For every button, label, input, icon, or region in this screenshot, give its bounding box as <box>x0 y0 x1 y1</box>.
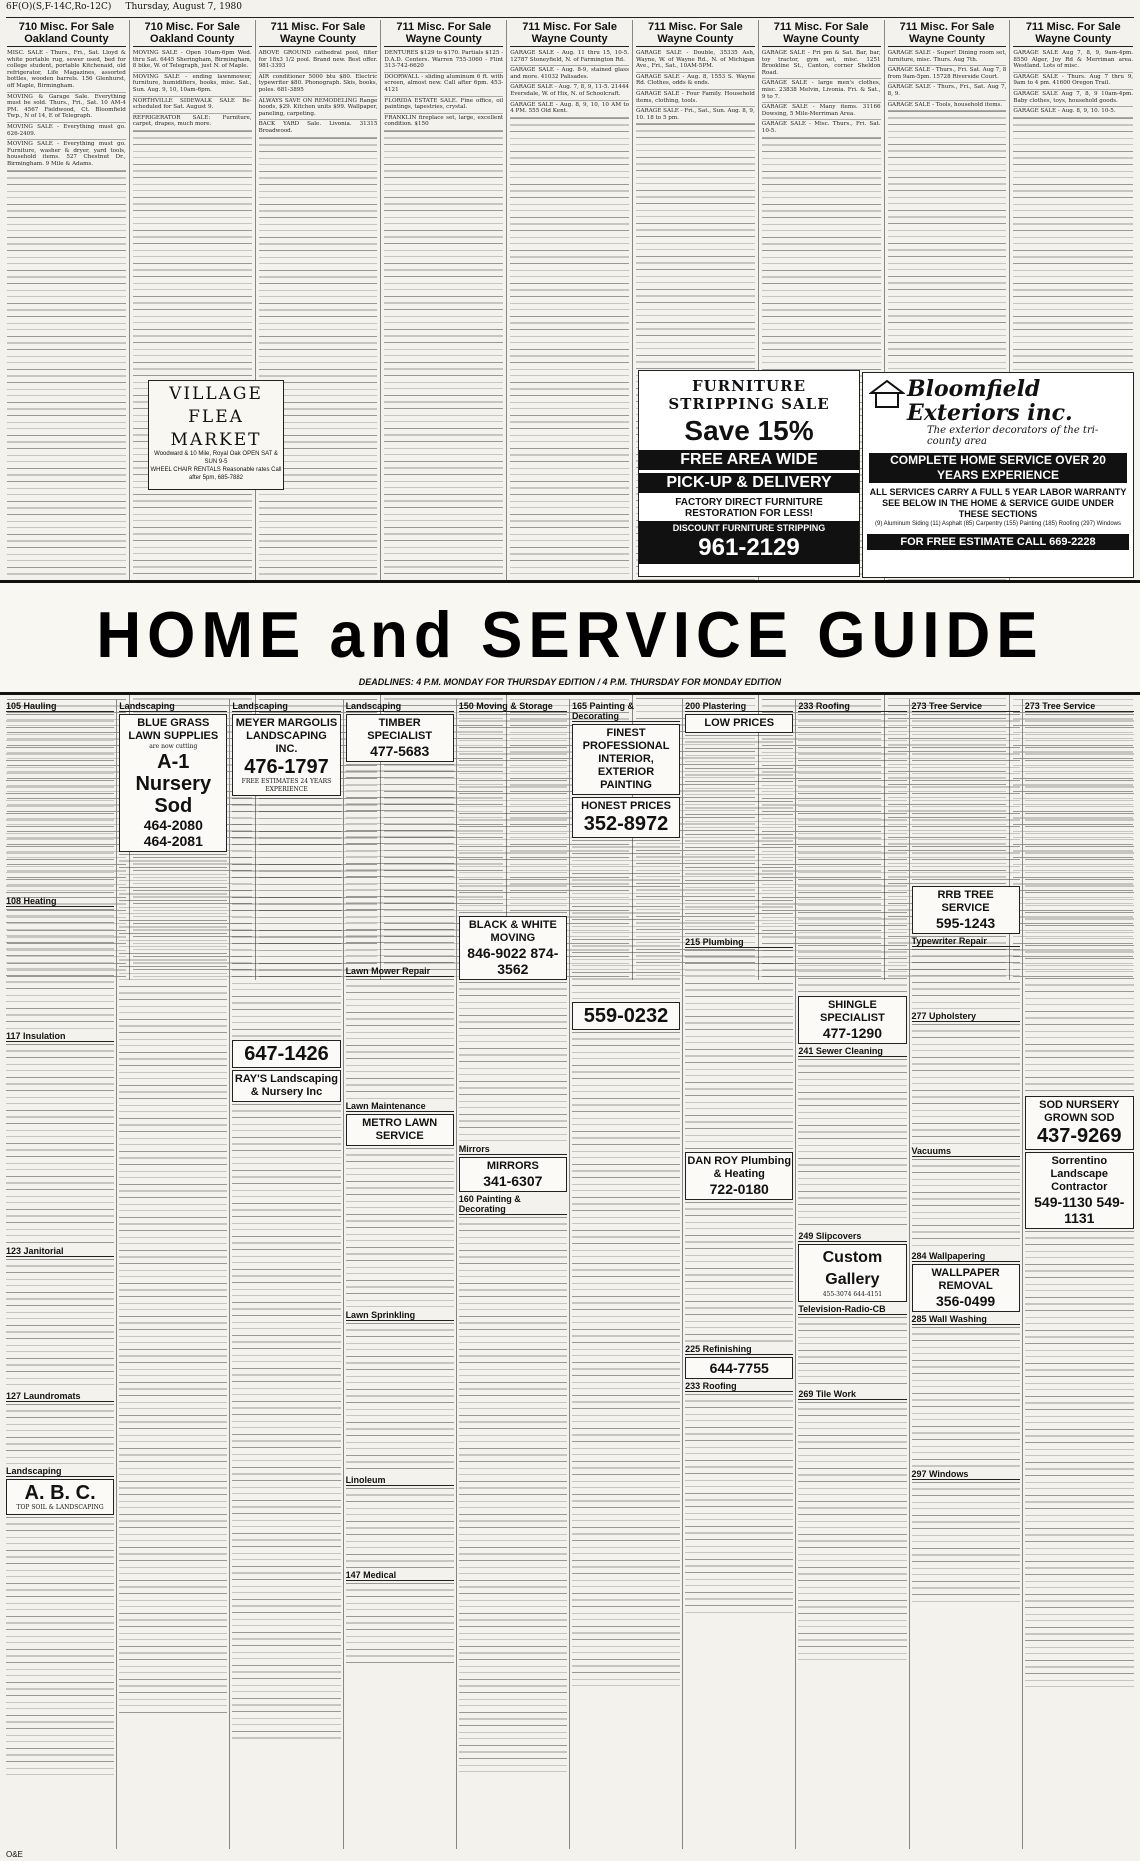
furniture-phone <box>639 521 859 564</box>
text-filler <box>459 982 567 1142</box>
section-heading: Landscaping <box>119 701 227 712</box>
service-column <box>4 699 117 1849</box>
display-ad <box>459 916 567 980</box>
classified-ad: BACK YARD Sale. Livonia. 31315 Broadwood. <box>259 120 378 137</box>
ad-name: BLACK & WHITE MOVING <box>468 919 557 944</box>
classified-ad: GARAGE SALE - Many items. 31166 Dowsing, 5 Mile-Merriman Area. <box>762 103 881 120</box>
furniture-save: Save 15% <box>684 415 814 446</box>
text-filler <box>685 735 793 935</box>
text-filler <box>346 979 454 1099</box>
ad-phone: 464-2080 <box>143 816 203 833</box>
display-ad <box>346 1114 454 1146</box>
ad-sub: MIRRORS <box>486 1160 539 1172</box>
ad-phone: 722-0180 <box>709 1181 769 1197</box>
section-heading: Vacuums <box>912 1146 1020 1157</box>
section-heading: 147 Medical <box>346 1570 454 1581</box>
ad-name: TIMBER SPECIALIST <box>367 717 433 742</box>
service-guide-columns <box>4 699 1136 1849</box>
column-heading: 711 Misc. For Sale Wayne County <box>510 20 629 47</box>
section-heading: 285 Wall Washing <box>912 1314 1020 1325</box>
flea-market-ad <box>148 380 284 490</box>
ad-sub: LOW PRICES <box>704 717 775 729</box>
text-filler <box>572 840 680 1000</box>
ad-phone: 477-1290 <box>822 1025 882 1041</box>
classified-ad: GARAGE SALE - Aug. 11 thru 15, 10-5. 12787 Stoneyfield, N. of Farmington Rd. <box>510 49 629 66</box>
furniture-phone-number: 961-2129 <box>698 534 800 561</box>
ad-sub: FREE ESTIMATES 24 YEARS EXPERIENCE <box>241 778 332 793</box>
classified-ad: GARAGE SALE - Thurs. Aug 7 thru 9, 9am to 4 pm. 41600 Oregon Trail. <box>1013 73 1133 90</box>
section-heading: 241 Sewer Cleaning <box>798 1046 906 1057</box>
section-heading: 105 Hauling <box>6 701 114 712</box>
text-filler <box>346 1583 454 1663</box>
page-footer: O&E <box>6 1850 23 1859</box>
display-ad <box>346 714 454 762</box>
section-heading: 233 Roofing <box>798 701 906 712</box>
service-column <box>117 699 230 1849</box>
ad-name: DAN ROY Plumbing & Heating <box>687 1155 792 1180</box>
section-heading: 225 Refinishing <box>685 1344 793 1355</box>
section-heading: 150 Moving & Storage <box>459 701 567 712</box>
bloomfield-estimate: FOR FREE ESTIMATE CALL 669-2228 <box>867 534 1129 550</box>
classified-ad: NORTHVILLE SIDEWALK SALE Be-scheduled for Sat. August 9. <box>133 97 252 114</box>
ad-phone: 455-3074 644-4151 <box>822 1291 883 1298</box>
display-ad <box>572 1002 680 1030</box>
classified-ad: DENTURES $129 to $170. Partials $125 - D.A.D. Centers. Warren 755-3060 - Flint 313-742-6620 <box>384 49 503 73</box>
guide-deadlines: DEADLINES: 4 P.M. MONDAY FOR THURSDAY EDITION / 4 P.M. THURSDAY FOR MONDAY EDITION <box>358 677 782 687</box>
section-heading: 277 Upholstery <box>912 1011 1020 1022</box>
display-ad <box>232 1040 340 1068</box>
ad-phone: 595-1243 <box>936 915 996 931</box>
page-folio <box>6 2 1134 18</box>
folio-date: Thursday, August 7, 1980 <box>125 2 242 12</box>
section-heading: 233 Roofing <box>685 1381 793 1392</box>
display-ad <box>798 1244 906 1302</box>
ad-name: A. B. C. <box>24 1482 96 1504</box>
ad-sub: HONEST PRICES <box>581 800 671 812</box>
section-heading: Lawn Mower Repair <box>346 966 454 977</box>
classified-ad: GARAGE SALE - Aug. 8-9, stained glass and more. 41032 Palisades. <box>510 66 629 83</box>
column-heading: 710 Misc. For Sale Oakland County <box>133 20 252 47</box>
text-filler <box>685 950 793 1150</box>
ad-sub: METRO LAWN SERVICE <box>362 1117 438 1142</box>
text-filler <box>232 798 340 1038</box>
bloomfield-line-1: ALL SERVICES CARRY A FULL 5 YEAR LABOR WARRANTY <box>869 487 1127 497</box>
display-ad <box>6 1479 114 1515</box>
text-filler <box>798 1317 906 1387</box>
section-heading: 165 Painting & Decorating <box>572 701 680 722</box>
ad-phone: 846-9022 874-3562 <box>467 945 559 977</box>
display-ad <box>912 1264 1020 1312</box>
text-filler <box>232 1104 340 1744</box>
section-heading: Landscaping <box>6 1466 114 1477</box>
column-heading: 711 Misc. For Sale Wayne County <box>636 20 755 47</box>
classified-ad: GARAGE SALE - Tools, household items. <box>888 101 1007 112</box>
bloomfield-name: Bloomfield <box>907 376 1041 402</box>
section-heading: 284 Wallpapering <box>912 1251 1020 1262</box>
text-filler <box>6 1259 114 1389</box>
text-filler <box>912 1024 1020 1144</box>
bloomfield-sections: (9) Aluminum Siding (11) Asphalt (85) Carpentry (155) Painting (185) Roofing (297) Windows <box>874 521 1121 527</box>
section-heading: Linoleum <box>346 1475 454 1486</box>
ad-phone: 476-1797 <box>244 756 329 778</box>
ad-sub: WALLPAPER REMOVAL <box>931 1267 1000 1292</box>
flea-note: WHEEL CHAIR RENTALS Reasonable rates Call after 5pm, 685-7882 <box>150 467 282 481</box>
service-column <box>457 699 570 1849</box>
text-filler <box>572 1032 680 1692</box>
classified-ad: GARAGE SALE Aug 7, 8, 9 10am-4pm. Baby clothes, toys, household goods. <box>1013 90 1133 107</box>
bloomfield-name-2: Exteriors inc. <box>907 400 1073 426</box>
bloomfield-tag: The exterior decorators of the tri-county area <box>927 425 1099 447</box>
service-column <box>570 699 683 1849</box>
text-filler <box>6 1517 114 1777</box>
service-column <box>910 699 1023 1849</box>
classified-ad: MOVING & Garage Sale. Everything must be sold. Thurs., Fri., Sat. 10 AM-4 PM. 4567 Fieldwood, Ct. Bloomfield Twp., N of 14, E of Telegraph. <box>7 93 126 123</box>
text-filler <box>1025 1231 1134 1691</box>
home-service-guide-banner <box>0 580 1140 695</box>
column-heading: 711 Misc. For Sale Wayne County <box>888 20 1007 47</box>
ad-phone: 352-8972 <box>583 813 669 835</box>
section-heading: Television-Radio-CB <box>798 1304 906 1315</box>
ad-sub: TOP SOIL & LANDSCAPING <box>16 1504 104 1511</box>
ad-name: MEYER MARGOLIS LANDSCAPING INC. <box>235 717 338 755</box>
ad-name: SHINGLE SPECIALIST <box>820 999 885 1024</box>
section-heading: 127 Laundromats <box>6 1391 114 1402</box>
text-filler <box>346 764 454 964</box>
flea-title-2: FLEA <box>188 407 244 427</box>
text-filler <box>459 1217 567 1777</box>
classified-ad: GARAGE SALE - Super! Dining room set, furniture, misc. Thurs. Aug 7th. <box>888 49 1007 66</box>
ad-phone: 549-1130 549-1131 <box>1034 1194 1125 1226</box>
ad-phone: 356-0499 <box>936 1293 996 1309</box>
display-ad <box>232 714 340 796</box>
text-filler <box>912 949 1020 1009</box>
classified-ad: GARAGE SALE - large men's clothes, misc. 23838 Melvin, Livonia. Fri. & Sat., 9 to 7. <box>762 79 881 103</box>
ad-sub: Custom Gallery <box>822 1249 883 1288</box>
classified-ad: FRANKLIN fireplace set, large, excellent condition. $150 <box>384 114 503 131</box>
furniture-title: FURNITURE STRIPPING SALE <box>668 377 830 413</box>
classified-ad: GARAGE SALE - Misc. Thurs., Fri. Sat. 10-5. <box>762 120 881 137</box>
column-heading: 710 Misc. For Sale Oakland County <box>7 20 126 47</box>
text-filler <box>912 714 1020 884</box>
classified-ad: GARAGE SALE - Fri., Sat., Sun. Aug. 8, 9, 10. 18 to 5 pm. <box>636 107 755 124</box>
text-filler <box>346 1323 454 1473</box>
text-filler <box>6 909 114 1029</box>
text-filler <box>685 1394 793 1614</box>
display-ad <box>798 996 906 1044</box>
ad-phone: 341-6307 <box>483 1173 543 1189</box>
classified-ad: DOORWALL - sliding aluminum 6 ft. with screen, almost new. Call after 6pm. 453-4121 <box>384 73 503 97</box>
text-filler <box>459 714 567 914</box>
classified-ad: REFRIGERATOR SALE: Furniture, carpet, drapes, much more. <box>133 114 252 131</box>
service-column <box>344 699 457 1849</box>
classified-ad: GARAGE SALE - Aug. 8, 9, 10, 10 AM to 4 PM. 555 Old Kent. <box>510 101 629 118</box>
section-heading: 249 Slipcovers <box>798 1231 906 1242</box>
column-heading: 711 Misc. For Sale Wayne County <box>259 20 378 47</box>
classified-ad: MOVING SALE - Everything must go. Furniture, washer & dryer, yard tools, household items. 527 Chestnut Dr., Birmingham. 9 Mile & Adams. <box>7 140 126 170</box>
bloomfield-banner: COMPLETE HOME SERVICE OVER 20 YEARS EXPERIENCE <box>869 453 1127 483</box>
ad-name: RRB TREE SERVICE <box>937 889 994 914</box>
classified-ad: AIR conditioner 5000 btu $80. Electric typewriter $80. Phonograph. Skis, books, poles. 681-3895 <box>259 73 378 97</box>
section-heading: 297 Windows <box>912 1469 1020 1480</box>
text-filler <box>798 1402 906 1662</box>
bloomfield-exteriors-ad <box>862 372 1134 578</box>
classified-ad: ALWAYS SAVE ON REMODELING Range hoods, $29. Kitchen units $99. Wallpaper, paneling, carpeting. <box>259 97 378 121</box>
display-ad <box>912 886 1020 934</box>
classified-ad: GARAGE SALE - Four Family. Household items, clothing, tools. <box>636 90 755 107</box>
classified-ad: ABOVE GROUND cathedral pool, filter for 18x3 1/2 pool. Brand new. Best offer. 981-3393 <box>259 49 378 73</box>
classified-ad: MOVING SALE - Everything must go. 626-2409. <box>7 123 126 140</box>
service-column <box>1023 699 1136 1849</box>
ad-sub: are now cutting <box>149 743 198 750</box>
section-heading: 108 Heating <box>6 896 114 907</box>
column-heading: 711 Misc. For Sale Wayne County <box>384 20 503 47</box>
display-ad <box>685 714 793 733</box>
display-ad <box>685 1152 793 1200</box>
furniture-stripping-ad <box>638 370 860 577</box>
flea-title-3: MARKET <box>170 430 262 450</box>
display-ad <box>572 797 680 838</box>
classified-ad: GARAGE SALE - Fri pm & Sat. Bar, bar, toy tractor, gym set, misc. 1251 Brookline St., Canton, corner Sheldon Road. <box>762 49 881 79</box>
ad-name: RAY'S Landscaping & Nursery Inc <box>234 1073 338 1098</box>
classified-ad: GARAGE SALE - Aug. 8, 1553 S. Wayne Rd. Clothes, odds & ends. <box>636 73 755 90</box>
ad-name: BLUE GRASS LAWN SUPPLIES <box>128 717 219 742</box>
section-heading: Lawn Maintenance <box>346 1101 454 1112</box>
classified-ad: GARAGE SALE - Thurs., Fri., Sat. Aug 7, 8, 9. <box>888 83 1007 100</box>
classified-ad: MISC. SALE - Thurs., Fri., Sat. Lloyd & white portable rug, sewer used, bed for college student, portable Kitchenaid, old refrigerator, Life Magazines, assorted bottles, wooden barrels. 156 Glenhurst, off Maple, Birmingham. <box>7 49 126 93</box>
ad-phone: 644-7755 <box>709 1360 769 1376</box>
furniture-line: FACTORY DIRECT FURNITURE RESTORATION FOR LESS! <box>675 497 823 519</box>
flea-title-1: VILLAGE <box>169 384 263 404</box>
text-filler <box>346 1488 454 1568</box>
display-ad <box>1025 1096 1134 1150</box>
section-heading: Landscaping <box>346 701 454 712</box>
section-heading: 123 Janitorial <box>6 1246 114 1257</box>
classified-ad: FLORIDA ESTATE SALE. Fine office, oil paintings, tapestries, crystal. <box>384 97 503 114</box>
column-heading: 711 Misc. For Sale Wayne County <box>1013 20 1133 47</box>
service-column <box>796 699 909 1849</box>
section-heading: 273 Tree Service <box>1025 701 1134 712</box>
ad-phone: 437-9269 <box>1037 1125 1122 1147</box>
furniture-sub: DISCOUNT FURNITURE STRIPPING <box>672 523 826 533</box>
service-column <box>683 699 796 1849</box>
ad-phone: 477-5683 <box>370 743 430 759</box>
section-heading: 160 Painting & Decorating <box>459 1194 567 1215</box>
classified-ad: MOVING SALE - ending lawnmower, furniture, humidifiers, books, misc. Sat., Sun. Aug. 9, 10, 10am-6pm. <box>133 73 252 97</box>
ad-phone: 647-1426 <box>244 1043 329 1065</box>
section-heading: 200 Plastering <box>685 701 793 712</box>
classified-ad: GARAGE SALE - Aug. 7, 8, 9, 11-5. 21444 Eversdale, W. of Hix, N. of Schoolcraft. <box>510 83 629 100</box>
classified-ad: GARAGE SALE - Aug. 8, 9, 10. 10-5. <box>1013 107 1133 118</box>
section-heading: 269 Tile Work <box>798 1389 906 1400</box>
display-ad <box>1025 1152 1134 1229</box>
furniture-bar-2: PICK-UP & DELIVERY <box>639 473 859 493</box>
text-filler <box>685 1202 793 1342</box>
classified-ad: GARAGE SALE - Double, 35335 Ash, Wayne, W. of Wayne Rd., N. of Michigan Ave., Fri., Sat., 10AM-5PM. <box>636 49 755 73</box>
ad-phone: 464-2081 <box>143 832 203 849</box>
text-filler <box>1025 714 1134 1094</box>
furniture-bar-1: FREE AREA WIDE <box>639 450 859 470</box>
text-filler <box>119 854 227 1714</box>
ad-big: A-1 Nursery Sod <box>135 750 212 817</box>
section-heading: Lawn Sprinkling <box>346 1310 454 1321</box>
display-ad <box>119 714 227 852</box>
ad-name: FINEST PROFESSIONAL INTERIOR, EXTERIOR PAINTING <box>582 727 670 791</box>
ad-phone: 559-0232 <box>583 1005 669 1027</box>
house-logo-icon <box>869 379 905 409</box>
display-ad <box>572 724 680 795</box>
text-filler <box>912 1327 1020 1467</box>
text-filler <box>912 1482 1020 1602</box>
service-column <box>230 699 343 1849</box>
text-filler <box>6 1044 114 1244</box>
display-ad <box>232 1070 340 1102</box>
text-filler <box>912 1159 1020 1249</box>
section-heading: 117 Insulation <box>6 1031 114 1042</box>
display-ad <box>685 1357 793 1379</box>
classified-ad: MOVING SALE - Open 10am-6pm Wed. thru Sat. 6445 Sheringham, Birmingham, 8 bike, W. of Telegraph, just N. of Maple. <box>133 49 252 73</box>
text-filler <box>6 1404 114 1464</box>
bloomfield-line-2: SEE BELOW IN THE HOME & SERVICE GUIDE UNDER THESE SECTIONS <box>882 498 1114 519</box>
ad-sub: SOD NURSERY GROWN SOD <box>1039 1099 1120 1124</box>
folio-page: 6F(O)(S,F-14C,Ro-12C) <box>6 2 112 12</box>
text-filler <box>346 1148 454 1308</box>
guide-title: HOME and SERVICE GUIDE <box>96 599 1044 672</box>
text-filler <box>798 1059 906 1229</box>
classified-ad: GARAGE SALE - Thurs., Fri. Sat. Aug 7, 8 from 9am-5pm. 15728 Riverside Court. <box>888 66 1007 83</box>
section-heading: 273 Tree Service <box>912 701 1020 712</box>
column-heading: 711 Misc. For Sale Wayne County <box>762 20 881 47</box>
ad-name: Sorrentino Landscape Contractor <box>1050 1155 1109 1193</box>
section-heading: 215 Plumbing <box>685 937 793 948</box>
section-heading: Mirrors <box>459 1144 567 1155</box>
display-ad <box>459 1157 567 1192</box>
text-filler <box>6 714 114 894</box>
section-heading: Landscaping <box>232 701 340 712</box>
flea-sub: Woodward & 10 Mile, Royal Oak OPEN SAT & SUN 9-5 <box>154 451 278 465</box>
classified-ad: GARAGE SALE Aug 7, 8, 9, 9am-4pm. 8550 Alger, Joy Rd & Merriman area. Westland. Lots of misc. <box>1013 49 1133 73</box>
section-heading: Typewriter Repair <box>912 936 1020 947</box>
text-filler <box>798 714 906 994</box>
